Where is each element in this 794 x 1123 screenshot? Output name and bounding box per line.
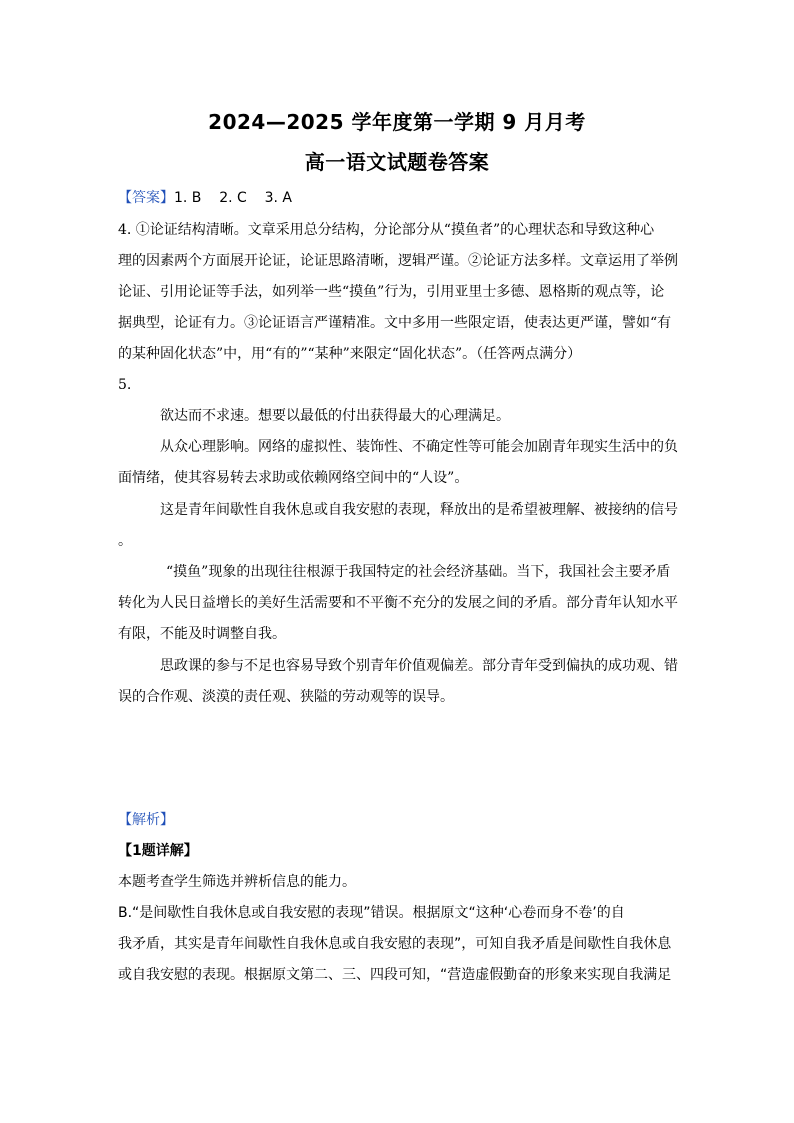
q4-line-5: 的某种固化状态”中，用“有的”“某种”来限定“固化状态”。（任答两点满分） [118,346,582,362]
q4-line-1: 4. ①论证结构清晰。文章采用总分结构，分论部分从“摸鱼者”的心理状态和导致这种心 [118,222,655,238]
q4-line-3: 论证、引用论证等手法，如列举一些“摸鱼”行为，引用亚里士多德、恩格斯的观点等，论 [118,284,665,300]
page-subtitle: 高一语文试题卷答案 [304,150,490,174]
q5-paragraph-2-line-2: 面情绪，使其容易转去求助或依赖网络空间中的“人设”。 [118,470,469,486]
page-title: 2024—2025 学年度第一学期 9 月月考 [208,110,586,134]
answer-line [118,188,678,208]
q4-line-2: 理的因素两个方面展开论证，论证思路清晰，逻辑严谨。②论证方法多样。文章运用了举例 [118,253,678,269]
q5-paragraph-4-line-2: 转化为人民日益增长的美好生活需要和不平衡不充分的发展之间的矛盾。部分青年认知水平 [118,595,678,611]
q5-paragraph-1: 欲达而不求速。想要以最低的付出获得最大的心理满足。 [160,408,510,424]
q5-paragraph-5-line-2: 误的合作观、淡漠的责任观、狭隘的劳动观等的误导。 [118,689,454,705]
q5-number: 5. [118,377,132,393]
q5-paragraph-4-line-3: 有限，不能及时调整自我。 [118,626,286,642]
q5-paragraph-3-line-1: 这是青年间歇性自我休息或自我安慰的表现，释放出的是希望被理解、被接纳的信号 [160,502,678,518]
analysis-label: 【解析】 [118,812,174,828]
q5-paragraph-2-line-1: 从众心理影响。网络的虚拟性、装饰性、不确定性等可能会加剧青年现实生活中的负 [160,439,678,455]
answer-label: 【答案】 [118,190,174,206]
analysis-line-2: 我矛盾，其实是青年间歇性自我休息或自我安慰的表现”，可知自我矛盾是间歇性自我休息 [118,936,672,952]
q1-detail-label: 【1题详解】 [118,843,198,859]
analysis-line-3: 或自我安慰的表现。根据原文第二、三、四段可知，“营造虚假勤奋的形象来实现自我满足 [118,967,672,983]
q5-paragraph-4-line-1: “摸鱼”现象的出现往往根源于我国特定的社会经济基础。当下，我国社会主要矛盾 [166,564,671,580]
analysis-intro: 本题考查学生筛选并辨析信息的能力。 [118,874,356,890]
q5-paragraph-3-line-2: 。 [118,533,132,549]
q4-line-4: 据典型，论证有力。③论证语言严谨精准。文中多用一些限定语，使表达更严谨，譬如“有 [118,315,672,331]
analysis-line-1: B.“是间歇性自我休息或自我安慰的表现”错误。根据原文“这种‘心卷而身不卷’的自 [118,905,625,921]
answer-choices: 1. B 2. C 3. A [174,190,292,206]
q5-paragraph-5-line-1: 思政课的参与不足也容易导致个别青年价值观偏差。部分青年受到偏执的成功观、错 [160,658,678,674]
